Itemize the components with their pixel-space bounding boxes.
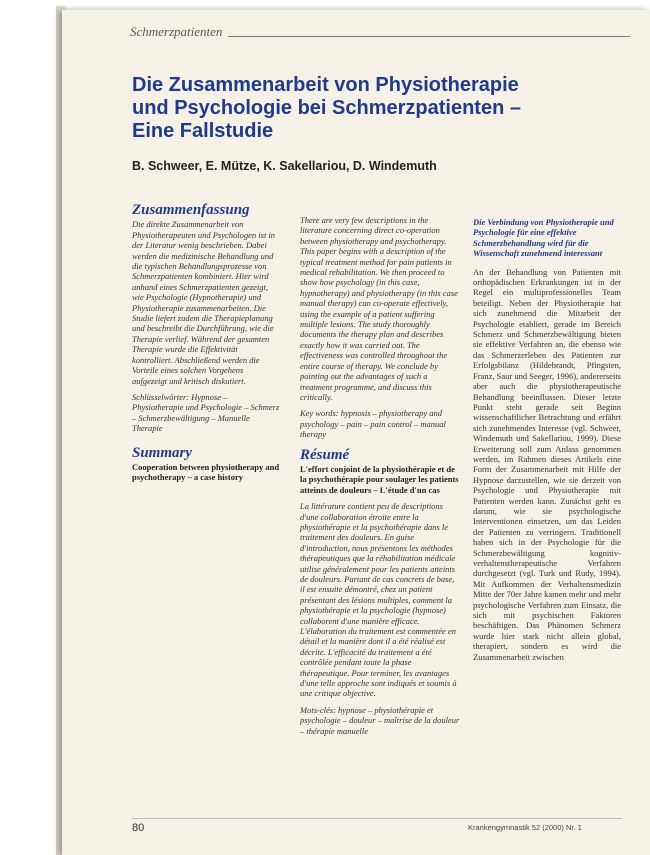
column-middle <box>300 215 460 742</box>
column-right <box>473 217 621 662</box>
resume-heading: Résumé <box>300 446 350 463</box>
column-intro: Die Verbindung von Physiotherapie und Psychologie für eine effektive Schmerzbehandlung wird für die Wissenschaft zunehmend interessant <box>473 217 614 259</box>
article-authors: B. Schweer, E. Mütze, K. Sakellariou, D. Windemuth <box>132 159 437 173</box>
article-title: Die Zusammenarbeit von Physiotherapie und Psychologie bei Schmerzpatienten – Eine Fallstudie <box>132 74 521 142</box>
footer-rule <box>132 818 622 819</box>
journal-citation: Krankengymnastik 52 (2000) Nr. 1 <box>468 823 582 832</box>
resume-subtitle: L'effort conjoint de la physiothérapie et de la psychothérapie pour soulager les patients atteints de douleurs – L'étude d'un cas <box>300 463 459 495</box>
zusammenfassung-text: Die direkte Zusammenarbeit von Physiotherapeuten und Psychologen ist in der Literatur wenig beschrieben. Dabei werden die medizinische Behandlung und die typischen Behandlungsprozesse von Schmerzpatienten kombiniert. Hier wird anhand eines Schmerzpatienten gezeigt, wie Psychologie (Hypnotherapie) und Physiotherapie zusammenarbeiten. Die Studie liefert zudem die Therapieplanung und beschreibt die Durchführung, wie die Therapie verlief. Während der gesamten Therapie wurde die Effektivität kontrolliert. Abschließend werden die Vorteile eines solchen Vorgehens aufgezeigt und kritisch diskutiert. <box>132 219 276 386</box>
running-header <box>130 24 630 44</box>
page-number: 80 <box>132 822 145 834</box>
resume-keywords: Mots-clés: hypnose – physiothérapie et psychologie – douleur – maîtrise de la douleur – thérapie manuelle <box>300 704 460 736</box>
body-text: An der Behandlung von Patienten mit orthopädischen Erkrankungen ist in der Regel ein multiprofessionelles Team beteiligt. Neben der Physiotherapie hat sich zunehmend die Mitarbeit der Psychologie etabliert, gerade im Bereich Schmerz und Schmerzbewältigung bieten sie effektive Verfahren an, die ebenso wie das Schmerzerleben des Patienten zur Erfolgsbilanz (Hildebrandt, Pfingsten, Franz, Saur und Seeger, 1996), andererseits aber auch die physiotherapeutische Behandlung beeinflussen. Dieser letzte Punkt steht gerade seit Beginn wissenschaftlicher Betrachtung und erfährt sich zunehmendes Interesse (vgl. Schweer, Windemuth und Sakellariou, 1999). Diese Erweiterung soll zum Anlass genommen werden, im Rahmen dieses Artikels eine Form der Zusammenarbeit mit Hilfe der Hypnose darzustellen, wie sie derzeit von Psychologie und Physiotherapie mit Patienten werden kann. Zunächst geht es darum, wie sie psychologische Interventionen einsetzen, um das Leiden der Patienten zu verringern. Traditionell haben sich in der Psychologie für die Schmerzbewältigung kognitiv-verhaltenstherapeutische Verfahren durchgesetzt (vgl. Turk und Rudy, 1994). Mit Aufkommen der Verhaltensmedizin Mitte der 70er Jahre kamen mehr und mehr psychologische Verfahren zum Einsatz, die sich mit psychischen Faktoren beschäftigen. Das Phänomen Schmerz wurde hier stark nicht allein global, therapiert, sondern es wird die Zusammenarbeit zwischen <box>473 266 621 662</box>
summary-text: There are very few descriptions in the literature concerning direct co-operation between physiotherapy and psychotherapy. This paper begins with a description of the typical treatment method for pain patients in medical rehabilitation. We then proceed to show how psychology (in this case, hypnotherapy) and physiotherapy (in this case manual therapy) can co-operate effectively, using the example of a patient suffering multiple lesions. The study thoroughly documents the therapy plan and describes exactly how it was carried out. The effectiveness was controlled throughout the entire course of therapy. We conclude by pointing out the advantages of such a treatment programme, and discuss this critically. <box>300 215 458 402</box>
summary-subtitle: Cooperation between physiotherapy and psychotherapy – a case history <box>132 461 280 483</box>
running-title: Schmerzpatienten <box>130 24 228 39</box>
column-left <box>132 202 280 489</box>
resume-text: La littérature contient peu de descriptions d'une collaboration étroite entre la physiothérapie et la psychothérapie dans le traitement des douleurs. En guise d'introduction, nous présentons les méthodes thérapeutiques que la réhabilitation médicale utilise généralement pour les patients atteints de douleurs. Partant de cas concrets de base, il est ensuite démontré, chez un patient présentant des lésions multiples, comment la physiothérapie et la psychologie (hypnose) collaborent d'une manière efficace. L'élaboration du traitement est commentée en détail et la manière dont il a été réalisé est décrite. L'efficacité du traitement a été contrôlée pendant toute la phase thérapeutique. Pour terminer, les avantages d'une telle approche sont indiqués et soumis à une critique objective. <box>300 501 457 699</box>
summary-keywords: Key words: hypnosis – physiotherapy and psychology – pain – pain control – manual therapy <box>300 408 446 440</box>
zusammenfassung-keywords: Schlüsselwörter: Hypnose – Physiotherapie und Psychologie – Schmerz – Schmerzbewältigung – Manuelle Therapie <box>132 391 280 434</box>
zusammenfassung-heading: Zusammenfassung <box>132 202 250 218</box>
summary-heading: Summary <box>132 444 193 461</box>
